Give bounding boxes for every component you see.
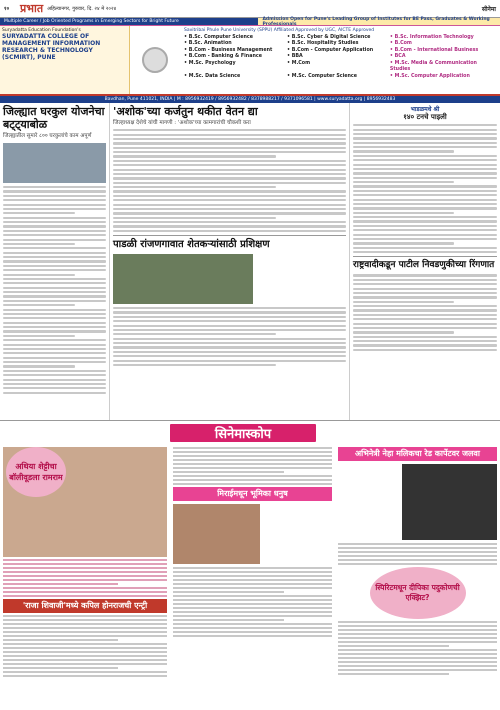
text-line <box>3 643 167 645</box>
text-line <box>353 283 497 285</box>
text-line <box>353 216 497 218</box>
text-line <box>113 195 346 197</box>
text-line <box>173 479 332 481</box>
text-line <box>353 124 497 126</box>
text-line <box>3 186 106 188</box>
text-line <box>353 238 497 240</box>
text-line <box>3 274 75 276</box>
text-line <box>3 579 167 581</box>
text-line <box>3 348 106 350</box>
text-line <box>353 146 497 148</box>
text-line <box>113 134 346 136</box>
text-line <box>173 575 332 577</box>
text-line <box>3 379 106 381</box>
text-line <box>338 559 497 561</box>
text-line <box>173 583 332 585</box>
text-line <box>353 207 497 209</box>
text-line <box>3 591 167 593</box>
text-line <box>3 374 106 376</box>
text-line <box>173 599 332 601</box>
text-line <box>3 326 106 328</box>
text-line <box>113 221 346 223</box>
text-line <box>173 571 332 573</box>
text-line <box>3 615 167 617</box>
text-line <box>113 320 346 322</box>
text-line <box>3 282 106 284</box>
text-line <box>173 455 332 457</box>
text-line <box>338 629 497 631</box>
text-line <box>3 199 106 201</box>
text-line <box>353 159 497 161</box>
text-line <box>173 467 332 469</box>
text-line <box>353 181 454 183</box>
lead-photo <box>3 143 106 183</box>
athiya-headline: अथिया शेट्टीचा बॉलीवूडला रामराम <box>6 447 66 497</box>
text-line <box>113 190 346 192</box>
text-line <box>3 212 75 214</box>
text-line <box>353 168 497 170</box>
text-line <box>3 317 106 319</box>
text-line <box>173 611 332 613</box>
text-line <box>353 129 497 131</box>
text-line <box>353 296 497 298</box>
text-line <box>338 563 497 565</box>
text-line <box>173 635 332 637</box>
text-line <box>173 463 332 465</box>
text-line <box>353 133 497 135</box>
text-line <box>173 567 332 569</box>
dhanush-photo <box>173 504 260 564</box>
text-line <box>338 665 497 667</box>
text-line <box>338 657 497 659</box>
text-line <box>113 342 346 344</box>
ad-course-item: • BCA <box>389 54 406 59</box>
ad-course-item: • B.Sc. Cyber & Digital Science <box>286 34 371 40</box>
ad-course-item: • B.Sc. Animation <box>184 41 232 46</box>
text-line <box>113 138 346 140</box>
text-line <box>3 335 75 337</box>
main-headline: 'अशोक'च्या कर्जतुन थकीत वेतन द्या <box>113 105 258 118</box>
ad-course-item: • M.Sc. Psychology <box>184 60 236 66</box>
text-line <box>353 301 454 303</box>
text-line <box>173 587 332 589</box>
text-line <box>3 217 106 219</box>
text-line <box>3 619 167 621</box>
text-line <box>3 300 106 302</box>
text-line <box>113 177 346 179</box>
text-line <box>353 305 497 307</box>
ad-course-item: • B.Com - International Business <box>389 47 479 53</box>
deepika-headline: स्पिरिटमधून दीपिका पदुकोणची एक्झिट? <box>370 567 466 619</box>
text-line <box>3 361 106 363</box>
text-line <box>173 623 332 625</box>
text-line <box>113 307 346 309</box>
text-line <box>113 129 346 131</box>
text-line <box>3 269 106 271</box>
text-line <box>3 635 167 637</box>
text-line <box>3 330 106 332</box>
text-line <box>3 344 106 346</box>
text-line <box>338 551 497 553</box>
ad-course-item: • M.Sc. Computer Science <box>286 73 358 79</box>
text-line <box>173 607 332 609</box>
ad-strip-left: Multiple Career / Job Oriented Programs in Emerging Sectors for Bright Future <box>0 18 258 25</box>
ad-course-item: • B.Sc. Information Technology <box>389 34 474 40</box>
text-line <box>173 579 332 581</box>
text-line <box>3 387 106 389</box>
text-line <box>353 318 497 320</box>
right-headline: राष्ट्रवादीकडून पाटील निवडणुकीच्या रिंगणात <box>353 260 495 271</box>
main-subhead: जिल्हाध्यक्ष देशेचे यांची मागणी : 'अशोक'च्या कामगारांची चौकशी करा <box>113 120 251 126</box>
text-line <box>3 627 167 629</box>
text-line <box>353 142 497 144</box>
text-line <box>3 365 75 367</box>
text-line <box>353 279 497 281</box>
ad-footer: Bavdhan, Pune 411021, INDIA | M : 8956932419 / 8956932482 / 8378988217 / 9371096581 | www.suryadatta.org | 8956932483 <box>0 96 500 103</box>
text-line <box>353 251 497 253</box>
text-line <box>3 204 106 206</box>
college-seal-icon <box>142 47 168 73</box>
text-line <box>3 221 106 223</box>
ad-course-item: • B.Com - Banking & Finance <box>184 54 262 59</box>
text-line <box>3 357 106 359</box>
text-line <box>3 309 106 311</box>
text-line <box>3 639 118 641</box>
text-line <box>113 208 346 210</box>
text-line <box>113 329 346 331</box>
text-line <box>353 242 454 244</box>
text-line <box>173 471 284 473</box>
text-line <box>3 392 106 394</box>
text-line <box>3 304 75 306</box>
ad-affiliation: Savitribai Phule Pune University (SPPU) Affiliated Approved by UGC, AICTE Approved <box>184 28 375 33</box>
text-line <box>173 451 332 453</box>
text-line <box>353 203 497 205</box>
text-line <box>353 185 497 187</box>
text-line <box>113 142 346 144</box>
text-line <box>353 155 497 157</box>
text-line <box>173 595 332 597</box>
mirai-headline: मिराईमधून भूमिका धनुष <box>173 487 332 501</box>
text-line <box>338 543 497 545</box>
text-line <box>353 344 497 346</box>
ad-course-item: • B.Com - Business Management <box>184 47 273 53</box>
text-line <box>3 559 167 561</box>
text-line <box>113 311 346 313</box>
ad-course-item: • B.Sc. Hospitality Studies <box>286 41 359 46</box>
ad-society: Suryadatta Education Foundation's <box>2 28 81 33</box>
text-line <box>3 195 106 197</box>
ad-course-item: • M.Sc. Media & Communication Studies <box>389 60 477 72</box>
cinema-section <box>0 421 500 710</box>
text-line <box>3 287 106 289</box>
text-line <box>3 247 106 249</box>
text-line <box>173 475 332 477</box>
text-line <box>113 151 346 153</box>
text-line <box>3 370 106 372</box>
text-line <box>353 336 497 338</box>
text-line <box>353 194 497 196</box>
text-line <box>113 155 276 157</box>
lead-subhead: जिल्ह्यातील सुमारे ८०० घरकुलांचे काम अपूर्ण <box>3 133 92 139</box>
text-line <box>173 447 332 449</box>
text-line <box>113 212 346 214</box>
text-line <box>173 591 284 593</box>
text-line <box>3 571 167 573</box>
text-line <box>3 575 167 577</box>
text-line <box>3 252 106 254</box>
text-line <box>353 164 497 166</box>
text-line <box>338 621 497 623</box>
newspaper-logo: प्रभात <box>20 2 44 15</box>
text-line <box>113 169 346 171</box>
text-line <box>3 190 106 192</box>
training-photo <box>113 254 253 304</box>
text-line <box>3 663 167 665</box>
text-line <box>3 595 167 597</box>
text-line <box>113 217 276 219</box>
text-line <box>353 137 497 139</box>
text-line <box>3 295 106 297</box>
text-line <box>353 309 497 311</box>
side-brief-title: भाडळमधे श्री <box>410 106 440 113</box>
text-line <box>3 352 106 354</box>
text-line <box>353 340 497 342</box>
text-line <box>353 331 454 333</box>
text-line <box>113 182 346 184</box>
text-line <box>3 651 167 653</box>
text-line <box>173 615 332 617</box>
college-advertisement <box>0 26 500 96</box>
ad-course-item: • M.Sc. Data Science <box>184 73 241 79</box>
text-line <box>113 199 346 201</box>
text-line <box>173 619 284 621</box>
ad-course-item: • B.Com - Computer Application <box>286 47 374 53</box>
ad-college-info <box>0 26 130 94</box>
text-line <box>113 164 346 166</box>
text-line <box>113 225 346 227</box>
text-line <box>173 631 332 633</box>
text-line <box>3 265 106 267</box>
text-line <box>3 230 106 232</box>
ad-strip-right: Admission Open for Pune's Leading Group of Institutes for BE Pass, Graduates & Working Professionals <box>262 16 490 27</box>
text-line <box>353 199 497 201</box>
text-line <box>173 459 332 461</box>
masthead <box>0 0 500 18</box>
text-line <box>353 288 497 290</box>
text-line <box>3 659 167 661</box>
text-line <box>113 316 346 318</box>
side-brief-figure: १४० टनचे पाइली <box>403 113 447 121</box>
text-line <box>3 339 106 341</box>
ad-course-list <box>180 26 500 94</box>
raja-headline: 'राजा शिवाजी'मध्ये कपिल होनराजची एन्ट्री <box>3 599 167 613</box>
ad-course-item: • B.Sc. Computer Science <box>184 34 253 40</box>
text-line <box>113 325 346 327</box>
text-line <box>353 150 454 152</box>
text-line <box>353 314 497 316</box>
text-line <box>338 547 497 549</box>
lead-story <box>0 103 110 420</box>
lead-headline: जिल्ह्यात घरकुल योजनेचा बट्ट्याबोळ <box>3 105 105 131</box>
section-name: सीनेमा <box>481 5 496 13</box>
text-line <box>353 327 497 329</box>
text-line <box>113 346 346 348</box>
text-line <box>113 360 346 362</box>
ad-course-item: • M.Sc. Computer Application <box>389 73 470 79</box>
text-line <box>113 160 346 162</box>
text-line <box>3 631 167 633</box>
ad-banner-strip <box>0 18 500 26</box>
text-line <box>173 603 332 605</box>
text-line <box>3 567 167 569</box>
text-line <box>353 190 497 192</box>
text-line <box>338 649 497 651</box>
text-line <box>353 177 497 179</box>
text-line <box>3 383 106 385</box>
text-line <box>353 225 497 227</box>
text-line <box>3 208 106 210</box>
text-line <box>113 351 346 353</box>
text-line <box>113 355 346 357</box>
text-line <box>338 641 497 643</box>
text-line <box>113 204 346 206</box>
text-line <box>3 647 167 649</box>
text-line <box>3 322 106 324</box>
text-line <box>173 483 332 485</box>
cinema-header: सिनेमास्कोप <box>168 422 318 444</box>
text-line <box>353 212 454 214</box>
text-line <box>338 633 497 635</box>
neha-photo <box>402 464 497 540</box>
text-line <box>113 230 346 232</box>
mid-headline: पाडळी रांजणगावात शेतकऱ्यांसाठी प्रशिक्षण <box>113 239 270 250</box>
text-line <box>338 673 449 675</box>
text-line <box>353 234 497 236</box>
page-number: १० <box>4 5 10 12</box>
text-line <box>353 349 497 351</box>
text-line <box>3 234 106 236</box>
text-line <box>338 555 497 557</box>
text-line <box>3 225 106 227</box>
text-line <box>353 292 497 294</box>
text-line <box>338 625 497 627</box>
text-line <box>3 623 167 625</box>
text-line <box>3 256 106 258</box>
text-line <box>113 147 346 149</box>
text-line <box>353 172 497 174</box>
text-line <box>3 239 106 241</box>
text-line <box>338 645 449 647</box>
text-line <box>3 278 106 280</box>
text-line <box>338 669 497 671</box>
text-line <box>113 173 346 175</box>
text-line <box>3 583 118 585</box>
text-line <box>338 637 497 639</box>
ad-college-name: SURYADATTA COLLEGE OF MANAGEMENT INFORMATION RESEARCH & TECHNOLOGY (SCMIRT), PUNE <box>2 33 101 61</box>
text-line <box>353 274 497 276</box>
text-line <box>3 563 167 565</box>
text-line <box>353 220 497 222</box>
text-line <box>353 229 497 231</box>
text-line <box>3 675 167 677</box>
text-line <box>3 655 167 657</box>
text-line <box>3 291 106 293</box>
text-line <box>113 333 276 335</box>
text-line <box>3 587 167 589</box>
ad-course-item: • BBA <box>286 54 303 59</box>
text-line <box>3 671 167 673</box>
text-line <box>3 260 106 262</box>
text-line <box>353 323 497 325</box>
text-line <box>113 364 276 366</box>
text-line <box>3 313 106 315</box>
text-line <box>338 661 497 663</box>
text-line <box>3 667 118 669</box>
text-line <box>353 247 497 249</box>
ad-course-item: • M.Com <box>286 60 311 66</box>
text-line <box>113 338 346 340</box>
ad-course-item: • B.Com <box>389 41 412 46</box>
text-line <box>113 186 276 188</box>
abhineta-headline: अभिनेत्री नेहा मलिकचा रेड कार्पेटवर जलवा <box>338 447 497 461</box>
issue-date: अहिल्यानगर, गुरुवार, दि. २४ मे २०२४ <box>47 5 117 12</box>
front-news-section <box>0 103 500 421</box>
text-line <box>173 627 332 629</box>
text-line <box>3 243 75 245</box>
text-line <box>338 653 497 655</box>
